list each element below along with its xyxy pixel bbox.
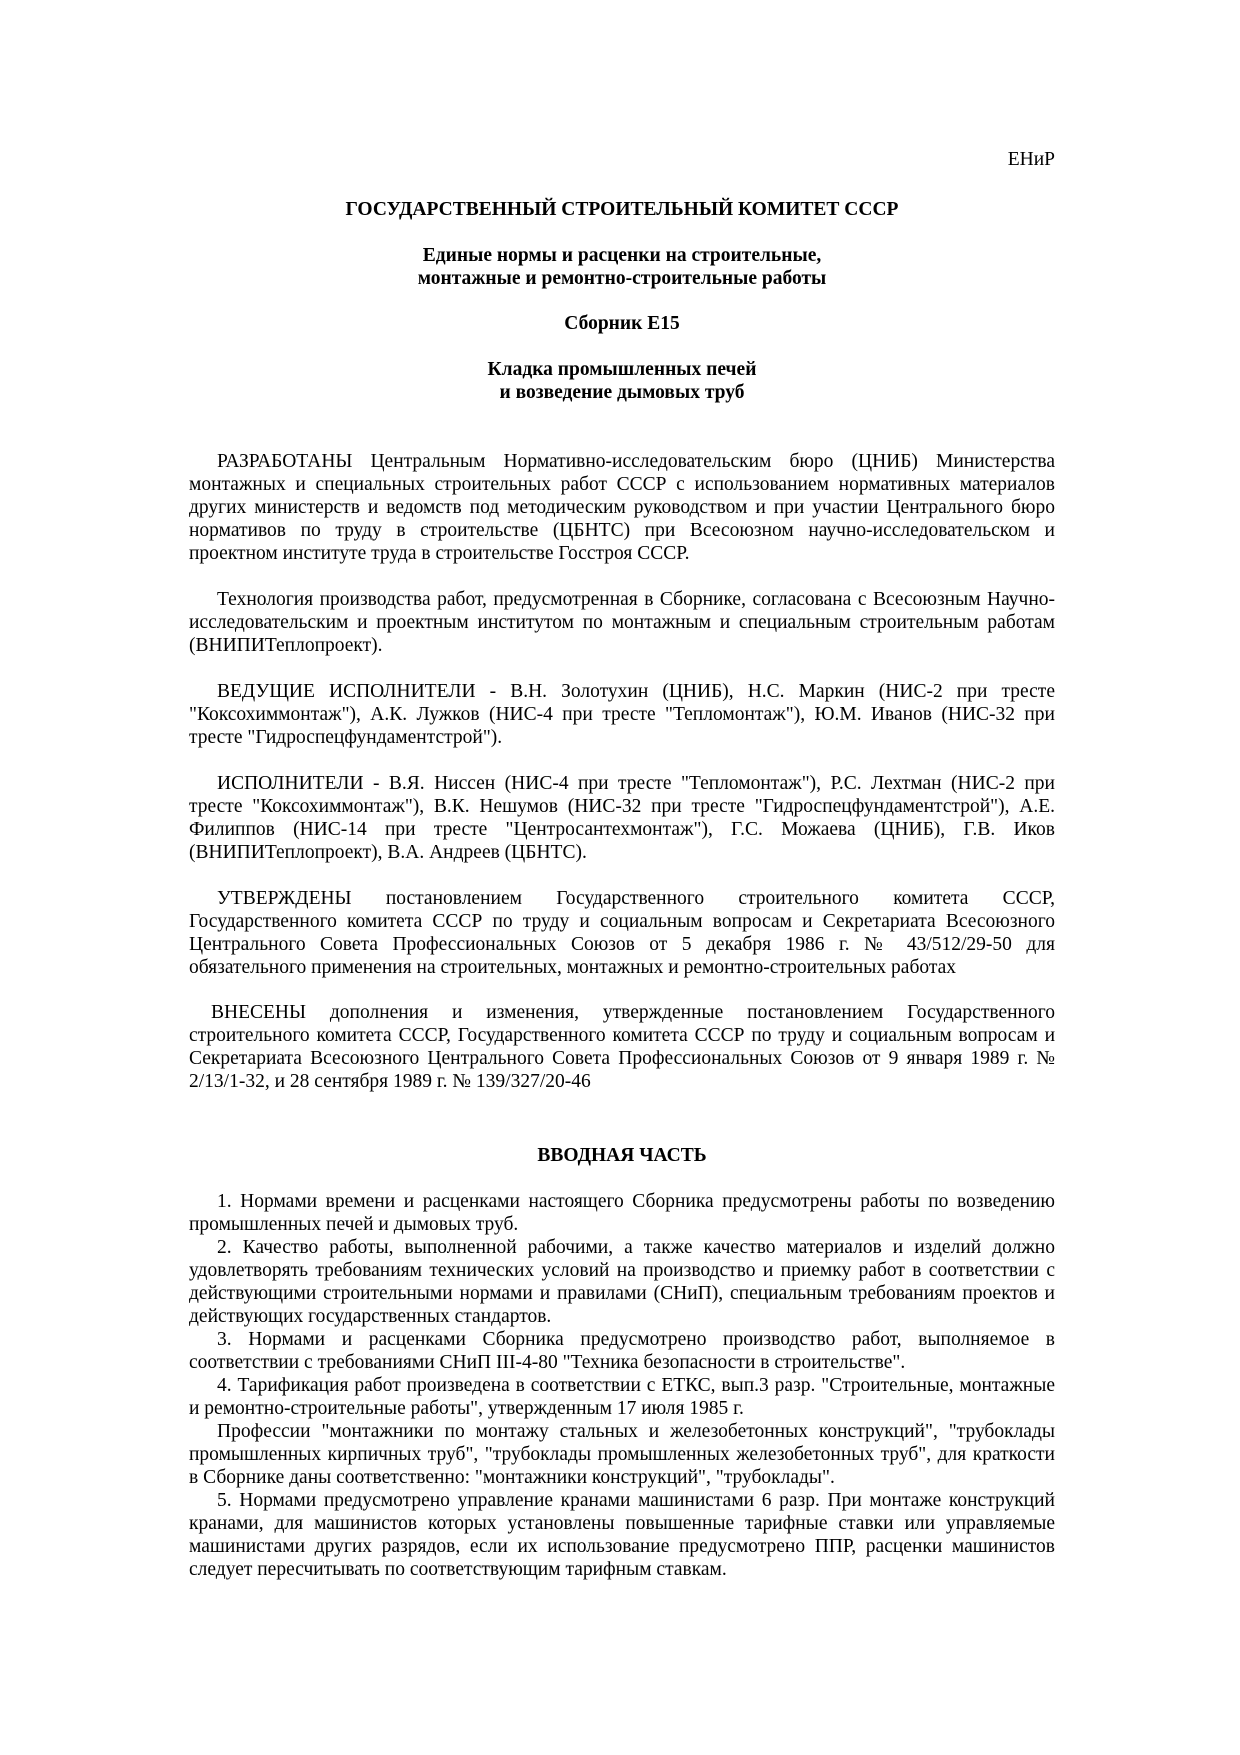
- committee-title: ГОСУДАРСТВЕННЫЙ СТРОИТЕЛЬНЫЙ КОМИТЕТ СССР: [345, 199, 899, 220]
- intro-item: 2. Качество работы, выполненной рабочими, а также качество материалов и изделий должно удовлетворять требованиям технических условий на производство и приемку работ в соответствии с действующими строительными нормами и правилами (СНиП), специальным требованиям проектов и действующих государственных стандартов.: [189, 1237, 1055, 1327]
- intro-item: 1. Нормами времени и расценками настоящего Сборника предусмотрены работы по возведению промышленных печей и дымовых труб.: [189, 1191, 1055, 1235]
- paragraph-executors: ИСПОЛНИТЕЛИ - В.Я. Ниссен (НИС-4 при тресте "Тепломонтаж"), Р.С. Лехтман (НИС-2 при тресте "Коксохиммонтаж"), В.К. Нешумов (НИС-32 при тресте "Гидроспецфундаментстрой"), А.Е. Филиппов (НИС-14 при тресте "Центросантехмонтаж"), Г.С. Можаева (ЦНИБ), Г.В. Иков (ВНИПИТеплопроект), В.А. Андреев (ЦБНТС).: [189, 773, 1055, 863]
- intro-item: Профессии "монтажники по монтажу стальных и железобетонных конструкций", "трубоклады промышленных кирпичных труб", "трубоклады промышленных железобетонных труб", для краткости в Сборнике даны соответственно: "монтажники конструкций", "трубоклады".: [189, 1421, 1055, 1488]
- paragraph-amended: ВНЕСЕНЫ дополнения и изменения, утвержденные постановлением Государственного строительного комитета СССР, Государственного комитета СССР по труду и социальным вопросам и Секретариата Всесоюзного Центрального Совета Профессиональных Союзов от 9 января 1989 г. № 2/13/1-32, и 28 сентября 1989 г. № 139/327/20-46: [189, 1002, 1055, 1092]
- intro-section-list: [189, 1190, 1055, 1581]
- intro-section-title: ВВОДНАЯ ЧАСТЬ: [537, 1145, 707, 1166]
- norms-title-line-1: Единые нормы и расценки на строительные,: [422, 245, 822, 266]
- intro-item: 5. Нормами предусмотрено управление кранами машинистами 6 разр. При монтаже конструкций кранами, для машинистов которых установлены повышенные тарифные ставки или управляемые машинистами других разрядов, если их использование предусмотрено ППР, расценки машинистов следует пересчитывать по соответствующим тарифным ставкам.: [189, 1490, 1055, 1580]
- paragraph-lead-executors: ВЕДУЩИЕ ИСПОЛНИТЕЛИ - В.Н. Золотухин (ЦНИБ), Н.С. Маркин (НИС-2 при тресте "Коксохиммонтаж"), А.К. Лужков (НИС-4 при тресте "Тепломонтаж"), Ю.М. Иванов (НИС-32 при тресте "Гидроспецфундаментстрой").: [189, 681, 1055, 748]
- norms-title: [189, 244, 1055, 290]
- subject-title: [189, 358, 1055, 404]
- intro-item: 4. Тарификация работ произведена в соответствии с ЕТКС, вып.3 разр. "Строительные, монтажные и ремонтно-строительные работы", утвержденным 17 июля 1985 г.: [189, 1375, 1055, 1419]
- collection-title: Сборник Е15: [564, 313, 680, 334]
- paragraph-developed: РАЗРАБОТАНЫ Центральным Нормативно-исследовательским бюро (ЦНИБ) Министерства монтажных и специальных строительных работ СССР с использованием нормативных материалов других министерств и ведомств под методическим руководством и при участии Центрального бюро нормативов по труду в строительстве (ЦБНТС) при Всесоюзном научно-исследовательском и проектном институте труда в строительстве Госстроя СССР.: [189, 451, 1055, 564]
- subject-title-line-1: Кладка промышленных печей: [487, 359, 757, 380]
- intro-item: 3. Нормами и расценками Сборника предусмотрено производство работ, выполняемое в соответствии с требованиями СНиП III-4-80 "Техника безопасности в строительстве".: [189, 1329, 1055, 1373]
- norms-title-line-2: монтажные и ремонтно-строительные работы: [417, 268, 827, 289]
- subject-title-line-2: и возведение дымовых труб: [499, 382, 745, 403]
- paragraph-approved: УТВЕРЖДЕНЫ постановлением Государственного строительного комитета СССР, Государственного комитета СССР по труду и социальным вопросам и Секретариата Всесоюзного Центрального Совета Профессиональных Союзов от 5 декабря 1986 г. № 43/512/29-50 для обязательного применения на строительных, монтажных и ремонтно-строительных работах: [189, 888, 1055, 978]
- document-code-label: ЕНиР: [1007, 149, 1055, 170]
- paragraph-technology: Технология производства работ, предусмотренная в Сборнике, согласована с Всесоюзным Научно-исследовательским и проектным институтом по монтажным и специальным строительным работам (ВНИПИТеплопроект).: [189, 589, 1055, 656]
